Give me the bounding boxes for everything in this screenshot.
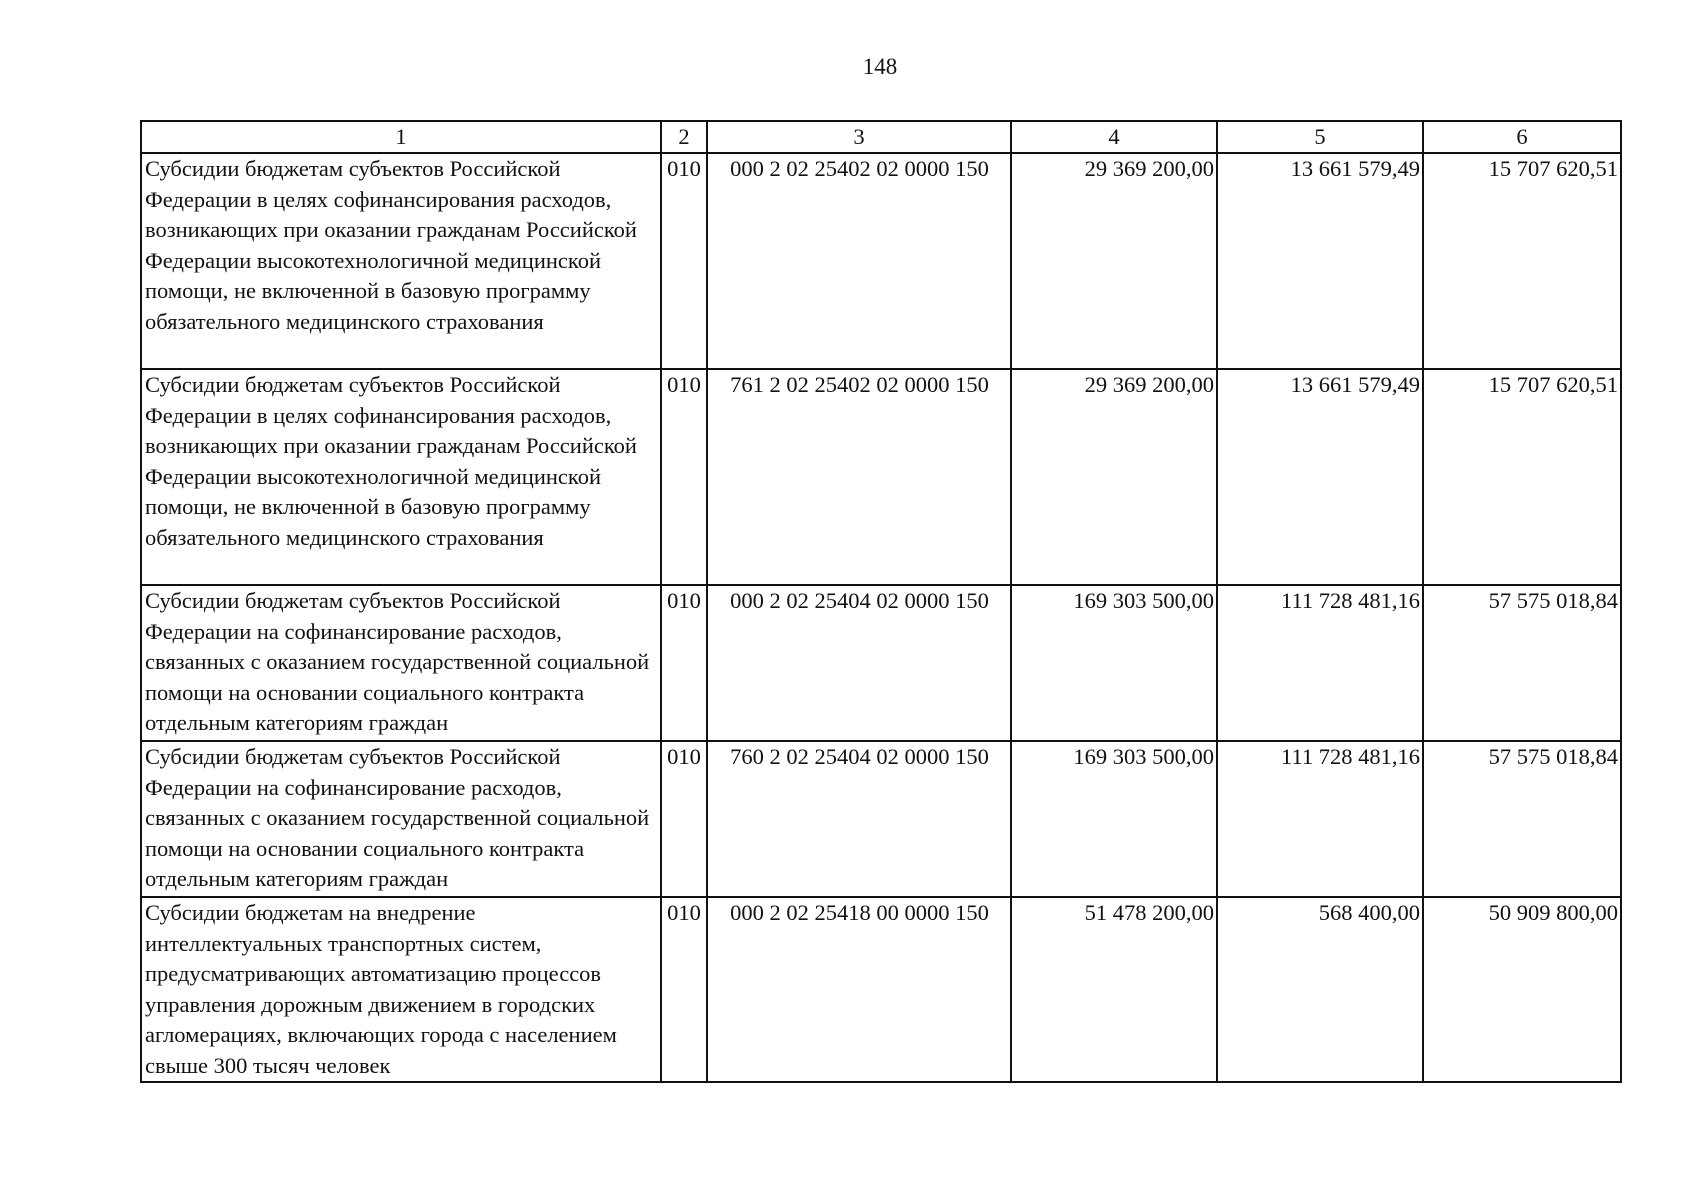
row-col5: 568 400,00 — [1217, 897, 1423, 1082]
row-col5: 111 728 481,16 — [1217, 741, 1423, 897]
header-col-3: 3 — [707, 121, 1011, 153]
row-code: 010 — [661, 741, 707, 897]
row-col4: 169 303 500,00 — [1011, 585, 1217, 741]
row-col5: 13 661 579,49 — [1217, 153, 1423, 369]
table-row — [141, 585, 1621, 741]
table-row — [141, 369, 1621, 585]
row-kbk: 761 2 02 25402 02 0000 150 — [707, 369, 1011, 585]
row-col4: 169 303 500,00 — [1011, 741, 1217, 897]
row-name: Субсидии бюджетам субъектов Российской Федерации на софинансирование расходов, связанных с оказанием государственной социальной помощи на основании социального контракта отдельным категориям граждан — [141, 741, 661, 897]
table-row — [141, 741, 1621, 897]
row-col4: 29 369 200,00 — [1011, 369, 1217, 585]
row-col4: 51 478 200,00 — [1011, 897, 1217, 1082]
row-name: Субсидии бюджетам субъектов Российской Федерации в целях софинансирования расходов, возникающих при оказании гражданам Российской Федерации высокотехнологичной медицинской помощи, не включенной в базовую программу обязательного медицинского страхования — [141, 369, 661, 585]
header-col-1: 1 — [141, 121, 661, 153]
budget-table — [140, 120, 1622, 1083]
row-col6: 15 707 620,51 — [1423, 369, 1621, 585]
row-name: Субсидии бюджетам субъектов Российской Федерации в целях софинансирования расходов, возникающих при оказании гражданам Российской Федерации высокотехнологичной медицинской помощи, не включенной в базовую программу обязательного медицинского страхования — [141, 153, 661, 369]
header-col-4: 4 — [1011, 121, 1217, 153]
row-kbk: 000 2 02 25404 02 0000 150 — [707, 585, 1011, 741]
table-row — [141, 897, 1621, 1082]
row-kbk: 000 2 02 25402 02 0000 150 — [707, 153, 1011, 369]
row-col4: 29 369 200,00 — [1011, 153, 1217, 369]
row-col5: 111 728 481,16 — [1217, 585, 1423, 741]
header-col-5: 5 — [1217, 121, 1423, 153]
row-name: Субсидии бюджетам на внедрение интеллектуальных транспортных систем, предусматривающих автоматизацию процессов управления дорожным движением в городских агломерациях, включающих города с населением свыше 300 тысяч человек — [141, 897, 661, 1082]
row-kbk: 760 2 02 25404 02 0000 150 — [707, 741, 1011, 897]
row-code: 010 — [661, 369, 707, 585]
table-header-row — [141, 121, 1621, 153]
row-name: Субсидии бюджетам субъектов Российской Федерации на софинансирование расходов, связанных с оказанием государственной социальной помощи на основании социального контракта отдельным категориям граждан — [141, 585, 661, 741]
row-code: 010 — [661, 153, 707, 369]
row-col6: 57 575 018,84 — [1423, 585, 1621, 741]
row-col5: 13 661 579,49 — [1217, 369, 1423, 585]
header-col-6: 6 — [1423, 121, 1621, 153]
row-code: 010 — [661, 585, 707, 741]
header-col-2: 2 — [661, 121, 707, 153]
row-col6: 50 909 800,00 — [1423, 897, 1621, 1082]
table-row — [141, 153, 1621, 369]
row-kbk: 000 2 02 25418 00 0000 150 — [707, 897, 1011, 1082]
row-col6: 15 707 620,51 — [1423, 153, 1621, 369]
page-number: 148 — [862, 54, 898, 79]
row-code: 010 — [661, 897, 707, 1082]
row-col6: 57 575 018,84 — [1423, 741, 1621, 897]
